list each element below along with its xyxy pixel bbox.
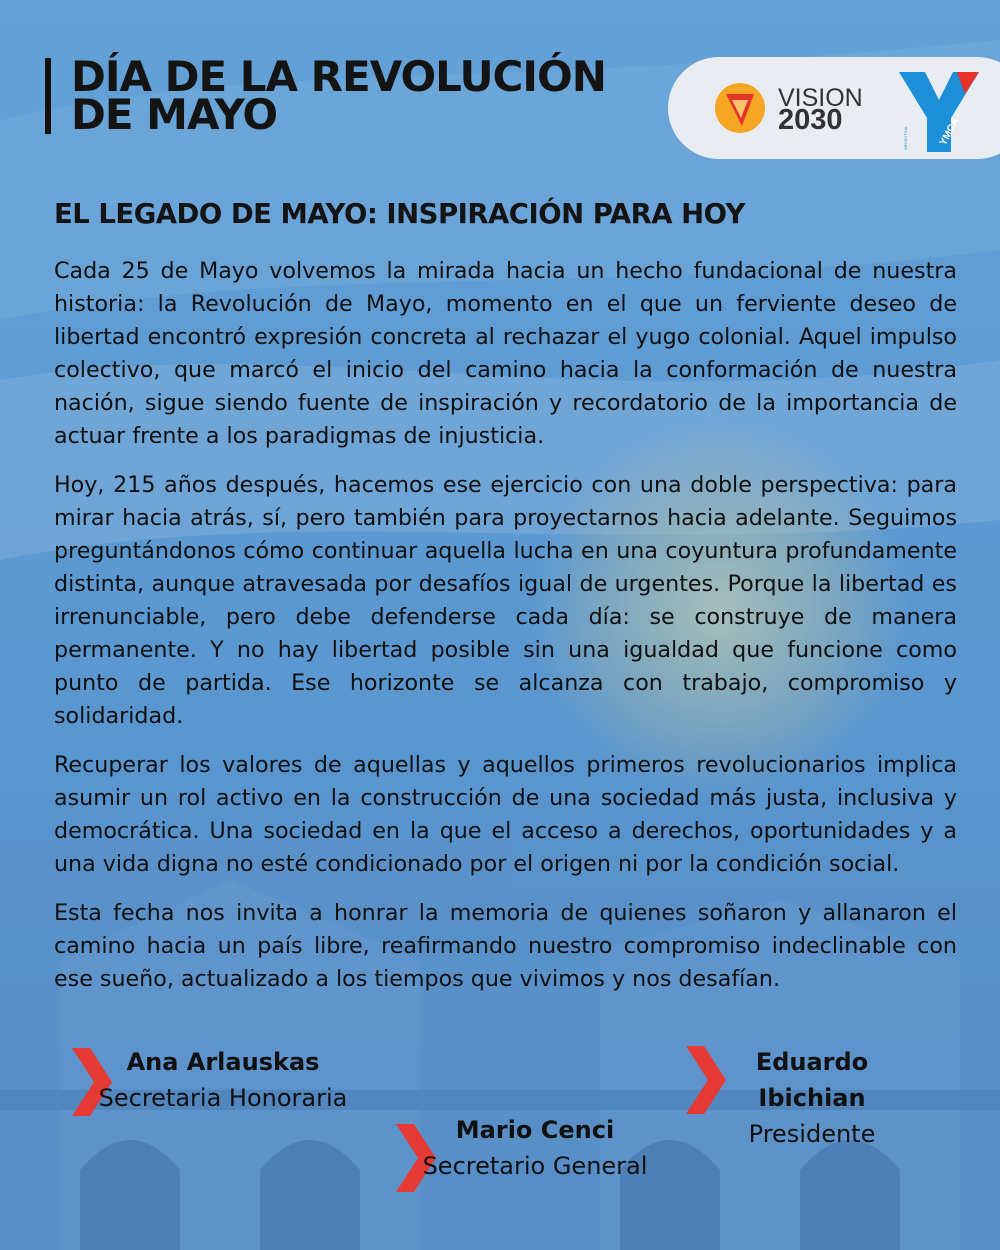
vision-logo-year: 2030 [778,104,843,136]
signature-role: Secretaria Honoraria [98,1084,348,1112]
article-heading: EL LEGADO DE MAYO: INSPIRACIÓN PARA HOY [54,198,745,230]
paragraph-2: Hoy, 215 años después, hacemos ese ejercicio con una doble perspectiva: para mirar hacia atrás, sí, pero también para proyectarnos hacia adelante. Seguimos preguntándonos cómo continuar aquella lucha en una coyuntura profundamente distinta, aunque atravesada por desafíos igual de urgentes. Porque la libertad es irrenunciable, pero debe defenderse cada día: se construye de manera permanente. Y no hay libertad posible sin una igualdad que funcione como punto de partida. Ese horizonte se alcanza con trabajo, compromiso y solidaridad. [54,472,957,729]
title-line-2: DE MAYO [71,90,278,139]
signature-mario-cenci [410,1112,660,1184]
vision-2030-logo-icon [714,82,766,134]
ymca-logo-icon [897,68,982,154]
paragraph-4: Esta fecha nos invita a honrar la memoria de quienes soñaron y allanaron el camino hacia un país libre, reafirmando nuestro compromiso indeclinable con ese sueño, actualizado a los tiempos que vivimos y nos desafían. [54,900,957,992]
ymca-logo-word: YMCA [937,116,962,148]
paragraph-3: Recuperar los valores de aquellas y aquellos primeros revolucionarios implica asumir un rol activo en la construcción de una sociedad más justa, inclusiva y democrática. Una sociedad en la que el acceso a derechos, oportunidades y a una vida digna no esté condicionado por el origen ni por la condición social. [54,752,957,877]
signature-ana-arlauskas [88,1044,358,1116]
vision-logo-word: VISION [778,84,863,112]
signature-eduardo-ibichian [700,1044,924,1152]
page-title [45,52,606,139]
article-body [54,255,957,1012]
title-line-1: DÍA DE LA REVOLUCIÓN [71,52,606,101]
signature-role: Secretario General [422,1152,648,1180]
signature-role: Presidente [748,1120,876,1148]
signature-name: Ana Arlauskas [126,1048,320,1076]
ymca-logo-sub: ARGENTINA [903,126,908,150]
signature-name: Mario Cenci [455,1116,615,1144]
paragraph-1: Cada 25 de Mayo volvemos la mirada hacia un hecho fundacional de nuestra historia: la Revolución de Mayo, momento en el que un ferviente deseo de libertad encontró expresión concreta al rechazar el yugo colonial. Aquel impulso colectivo, que marcó el inicio del camino hacia la conformación de nuestra nación, sigue siendo fuente de inspiración y recordatorio de la importancia de actuar frente a los paradigmas de injusticia. [54,258,957,449]
signature-name: Eduardo Ibichian [755,1048,869,1112]
